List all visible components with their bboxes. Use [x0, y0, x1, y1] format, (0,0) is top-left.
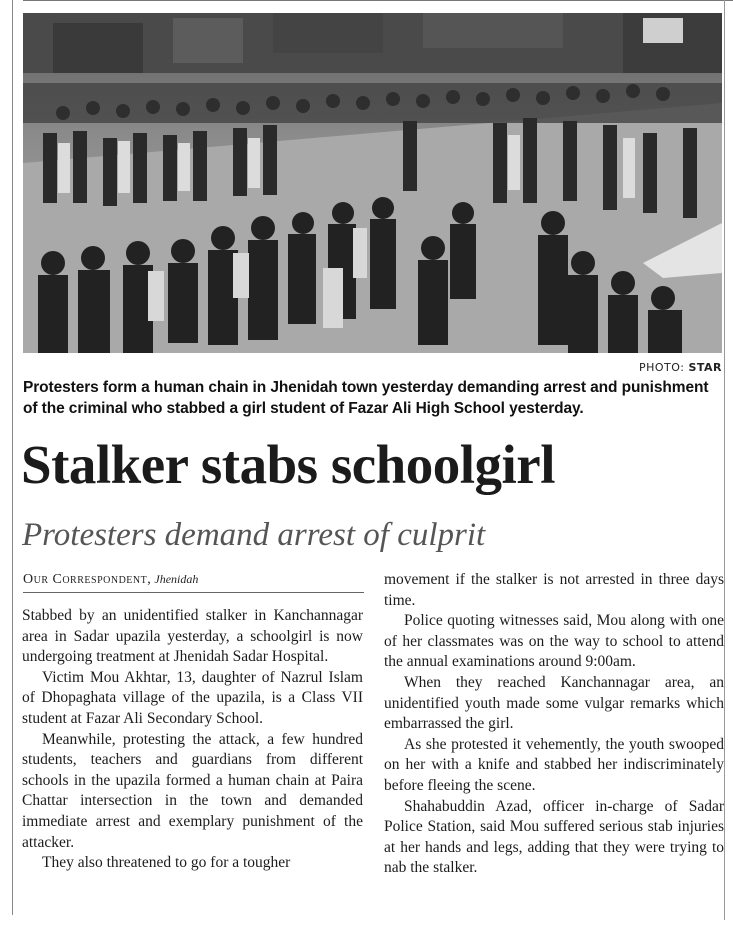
paragraph: They also threatened to go for a tougher [42, 854, 291, 872]
photo-credit [639, 361, 722, 374]
top-rule [23, 0, 733, 1]
byline-rule [23, 592, 364, 593]
column-rule-right [724, 0, 725, 920]
byline-author: Our Correspondent, [23, 572, 152, 587]
article-column-1 [22, 606, 363, 874]
byline-location: Jhenidah [154, 572, 199, 586]
byline [23, 572, 198, 588]
paragraph: movement if the stalker is not arrested in three days time. [384, 571, 724, 609]
photo-caption: Protesters form a human chain in Jhenidah town yesterday demanding arrest and punishment of the criminal who stabbed a girl student of Fazar Ali High School yesterday. [23, 379, 709, 417]
paragraph: When they reached Kanchannagar area, an unidentified youth made some vulgar remarks which embarrassed the girl. [384, 673, 724, 733]
paragraph: Shahabuddin Azad, officer in-charge of Sadar Police Station, said Mou suffered serious stab injuries at her hands and legs, adding that they were trying to nab the stalker. [384, 797, 724, 877]
photo-credit-label: PHOTO: [638, 361, 685, 374]
photo-credit-source: STAR [688, 361, 722, 374]
paragraph: Police quoting witnesses said, Mou along with one of her classmates was on the way to school to attend the annual examinations around 9:00am. [384, 612, 724, 671]
column-rule-left [12, 0, 13, 915]
article-column-2 [384, 570, 724, 879]
headline: Stalker stabs schoolgirl [21, 434, 555, 495]
paragraph: As she protested it vehemently, the youth swooped on her with a knife and stabbed her indiscriminately before fleeing the scene. [384, 735, 724, 794]
subheadline: Protesters demand arrest of culprit [22, 517, 486, 553]
paragraph: Meanwhile, protesting the attack, a few hundred students, teachers and guardians from different schools in the upazila formed a human chain at Paira Chattar intersection in the town and demanded immediate arrest and exemplary punishment of the attacker. [22, 730, 363, 851]
paragraph: Stabbed by an unidentified stalker in Kanchannagar area in Sadar upazila yesterday, a schoolgirl is now undergoing treatment at Jhenidah Sadar Hospital. [22, 607, 363, 666]
news-photo [23, 13, 722, 353]
paragraph: Victim Mou Akhtar, 13, daughter of Nazrul Islam of Dhopaghata village of the upazila, is a Class VII student at Fazar Ali Secondary School. [22, 668, 363, 727]
